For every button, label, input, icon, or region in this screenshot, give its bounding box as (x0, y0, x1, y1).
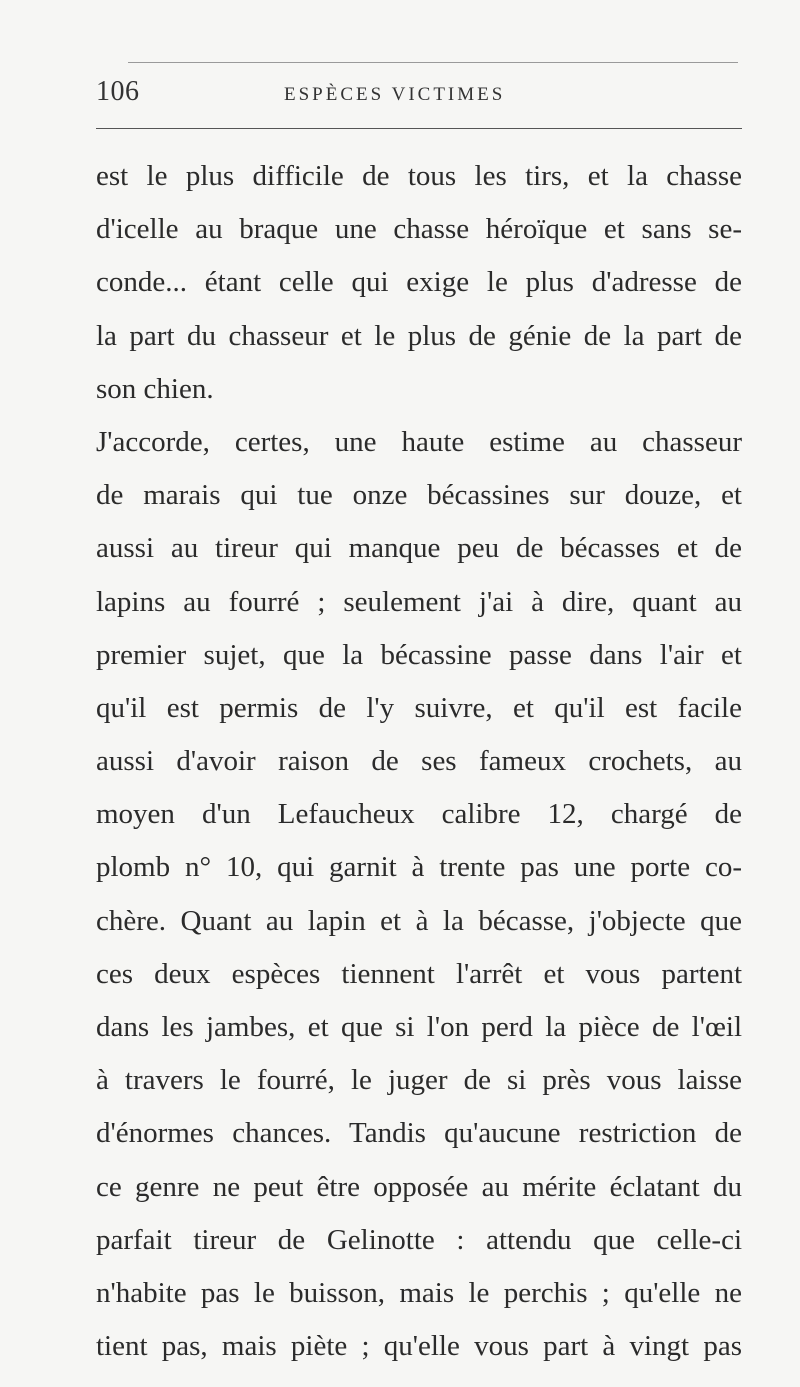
header-rule (96, 128, 742, 129)
text-line: lapins au fourré ; seulement j'ai à dire, quant au (96, 585, 742, 618)
text-line: son chien. (96, 372, 214, 405)
text-line: aussi au tireur qui manque peu de bécasses et de (96, 532, 742, 565)
text-line: de marais qui tue onze bécassines sur douze, et (96, 479, 742, 512)
running-head: ESPÈCES VICTIMES (284, 84, 506, 105)
text-line: la part du chasseur et le plus de génie de la part de (96, 319, 742, 352)
text-line: d'énormes chances. Tandis qu'aucune restriction de (96, 1117, 742, 1150)
text-line: à travers le fourré, le juger de si près vous laisse (96, 1064, 742, 1097)
page-header (96, 76, 740, 116)
text-line: conde... étant celle qui exige le plus d'adresse de (96, 266, 742, 299)
text-line: est le plus difficile de tous les tirs, et la chasse (96, 160, 742, 192)
text-line: aussi d'avoir raison de ses fameux crochets, au (96, 745, 742, 778)
text-line: plomb n° 10, qui garnit à trente pas une porte co- (96, 851, 742, 884)
text-line: ces deux espèces tiennent l'arrêt et vous partent (96, 957, 742, 990)
page-number: 106 (96, 76, 140, 107)
body-text (96, 150, 742, 1373)
text-line: qu'il est permis de l'y suivre, et qu'il est facile (96, 691, 742, 724)
text-line: J'accorde, certes, une haute estime au chasseur (96, 425, 742, 458)
top-edge-rule (128, 62, 738, 63)
text-line: parfait tireur de Gelinotte : attendu que celle-ci (96, 1223, 742, 1256)
text-line: dans les jambes, et que si l'on perd la pièce de l'œil (96, 1011, 742, 1043)
text-line: ce genre ne peut être opposée au mérite éclatant du (96, 1170, 742, 1203)
text-line: d'icelle au braque une chasse héroïque et sans se- (96, 213, 742, 246)
text-line: tient pas, mais piète ; qu'elle vous part à vingt pas (96, 1330, 742, 1363)
text-line: moyen d'un Lefaucheux calibre 12, chargé de (96, 798, 742, 831)
text-line: chère. Quant au lapin et à la bécasse, j'objecte que (96, 904, 742, 937)
text-line: premier sujet, que la bécassine passe dans l'air et (96, 638, 742, 671)
text-line: n'habite pas le buisson, mais le perchis ; qu'elle ne (96, 1276, 742, 1309)
